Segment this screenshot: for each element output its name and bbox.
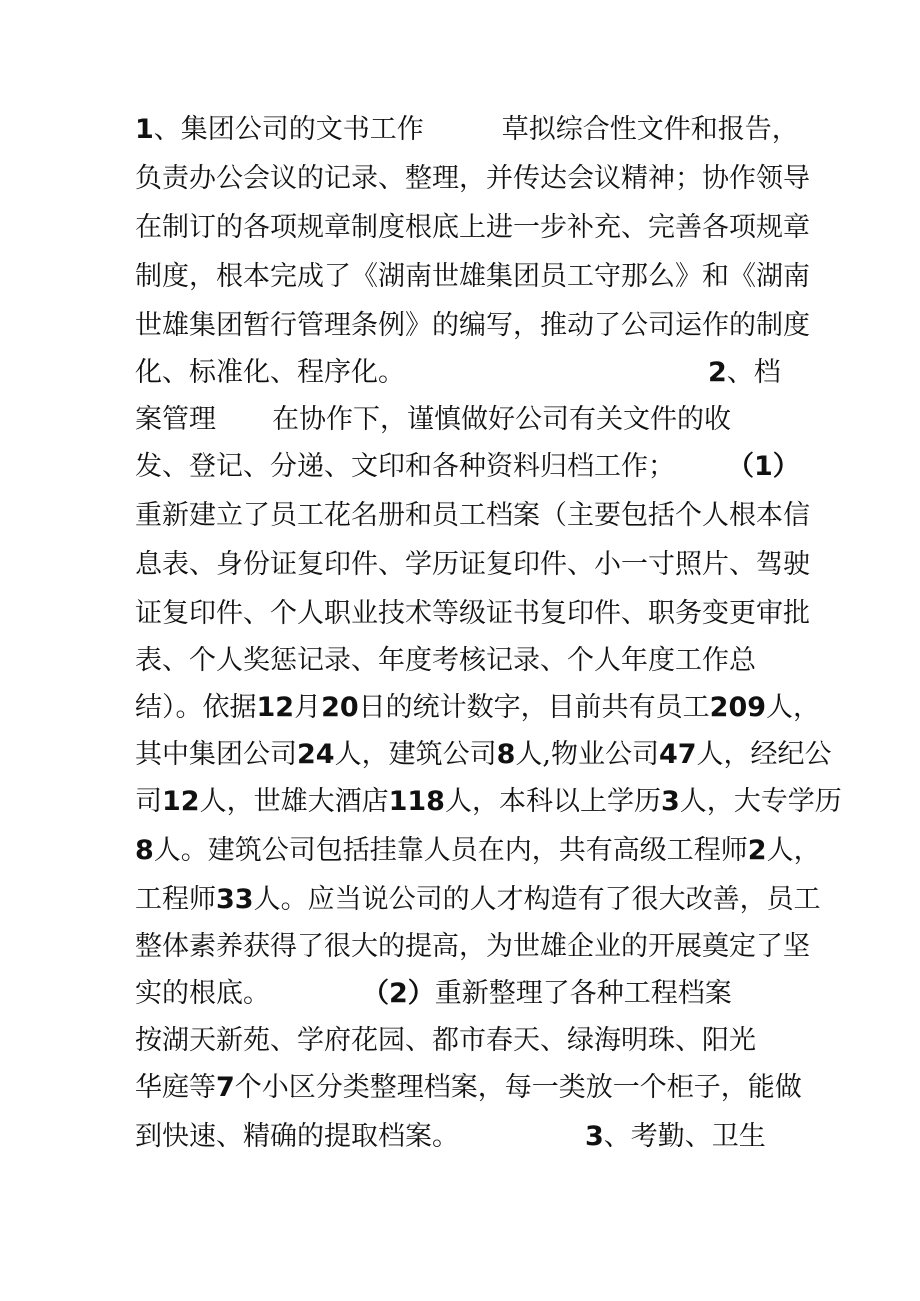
text-run: 化、标准化、程序化。 bbox=[135, 357, 405, 388]
number: 12 bbox=[162, 786, 200, 817]
text-run: 其中集团公司 bbox=[135, 739, 297, 770]
text-line bbox=[135, 641, 795, 681]
text-run: 世雄集团暂行管理条例》的编写，推动了公司运作的制度 bbox=[135, 310, 810, 341]
section-title: 案管理 bbox=[135, 404, 216, 435]
text-run: 按湖天新苑、学府花园、都市春天、绿海明珠、阳光 bbox=[135, 1025, 756, 1056]
section-title: 、集团公司的文书工作 bbox=[153, 114, 424, 145]
text-run: 表、个人奖惩记录、年度考核记录、个人年度工作总 bbox=[135, 645, 756, 676]
text-run: 整体素养获得了很大的提高，为世雄企业的开展奠定了坚 bbox=[135, 931, 810, 962]
text-run: 华庭等 bbox=[135, 1072, 216, 1103]
text-line bbox=[135, 974, 795, 1014]
text-line bbox=[135, 208, 810, 248]
text-line bbox=[135, 257, 810, 297]
text-line bbox=[135, 545, 810, 585]
text-line bbox=[135, 1021, 795, 1061]
text-run: 证复印件、个人职业技术等级证书复印件、职务变更审批 bbox=[135, 598, 810, 629]
number: 2 bbox=[747, 835, 767, 866]
text-run: 司 bbox=[135, 786, 162, 817]
section-title: 、档 bbox=[726, 357, 781, 388]
text-run: 人。建筑公司包括挂靠人员在内，共有高级工程师 bbox=[153, 835, 748, 866]
text-line bbox=[135, 594, 810, 634]
section-number: 3 bbox=[585, 1121, 604, 1152]
text-run: 人，经纪公 bbox=[696, 739, 832, 770]
text-line bbox=[135, 110, 799, 150]
number: 7 bbox=[216, 1072, 235, 1103]
section-title: 、考勤、卫生 bbox=[603, 1121, 766, 1152]
text-line bbox=[135, 306, 810, 346]
text-run: 人， bbox=[766, 692, 821, 723]
text-run: 到快速、精确的提取档案。 bbox=[135, 1121, 459, 1152]
text-line bbox=[135, 496, 810, 536]
number: 20 bbox=[321, 692, 359, 723]
text-run: 人，世雄大酒店 bbox=[199, 786, 389, 817]
text-run: 日的统计数字，目前共有员工 bbox=[358, 692, 710, 723]
text-run: 人。应当说公司的人才构造有了很大改善，员工 bbox=[253, 884, 821, 915]
text-run: 人，大专学历 bbox=[679, 786, 842, 817]
number: 24 bbox=[297, 739, 335, 770]
section-number: 2 bbox=[708, 357, 727, 388]
text-run: 发、登记、分递、文印和各种资料归档工作； bbox=[135, 451, 675, 482]
number: 12 bbox=[256, 692, 295, 723]
number: 209 bbox=[709, 692, 767, 723]
number: 33 bbox=[216, 884, 254, 915]
text-line bbox=[135, 782, 842, 822]
text-run: 工程师 bbox=[135, 884, 216, 915]
number: 3 bbox=[660, 786, 680, 817]
text-run: 息表、身份证复印件、学历证复印件、小一寸照片、驾驶 bbox=[135, 549, 810, 580]
text-line bbox=[135, 880, 821, 920]
text-line bbox=[135, 735, 832, 775]
text-run: 人,物业公司 bbox=[515, 739, 659, 770]
text-run: 月 bbox=[294, 692, 322, 723]
number: 118 bbox=[388, 786, 445, 817]
text-line bbox=[135, 831, 821, 871]
text-run: 个小区分类整理档案，每一类放一个柜子，能做 bbox=[234, 1072, 802, 1103]
text-run: 实的根底。 bbox=[135, 978, 270, 1009]
section-number: 1 bbox=[135, 114, 154, 145]
text-line bbox=[135, 447, 800, 487]
text-line bbox=[135, 1068, 802, 1108]
number: 8 bbox=[135, 835, 154, 866]
item-number: （1） bbox=[727, 451, 800, 482]
text-line bbox=[135, 353, 795, 393]
number: 8 bbox=[496, 739, 516, 770]
text-line bbox=[135, 1117, 795, 1157]
text-run: 负责办公会议的记录、整理，并传达会议精神；协作领导 bbox=[135, 163, 810, 194]
text-line bbox=[135, 400, 795, 440]
text-run: 重新建立了员工花名册和员工档案（主要包括个人根本信 bbox=[135, 500, 810, 531]
text-run: 在制订的各项规章制度根底上进一步补充、完善各项规章 bbox=[135, 212, 810, 243]
text-run: 重新整理了各种工程档案 bbox=[434, 978, 732, 1009]
text-run: 在协作下，谨慎做好公司有关文件的收 bbox=[272, 404, 731, 435]
text-line bbox=[135, 159, 810, 199]
text-run: 人，本科以上学历 bbox=[444, 786, 661, 817]
text-run: 草拟综合性文件和报告， bbox=[501, 114, 799, 145]
text-line bbox=[135, 688, 821, 728]
text-run: 人， bbox=[766, 835, 821, 866]
text-run: 人，建筑公司 bbox=[334, 739, 497, 770]
text-line bbox=[135, 927, 810, 967]
text-run: 制度，根本完成了《湖南世雄集团员工守那么》和《湖南 bbox=[135, 261, 810, 292]
text-run: 结）。依据 bbox=[135, 692, 257, 723]
number: 47 bbox=[658, 739, 697, 770]
item-number: （2） bbox=[362, 978, 435, 1009]
